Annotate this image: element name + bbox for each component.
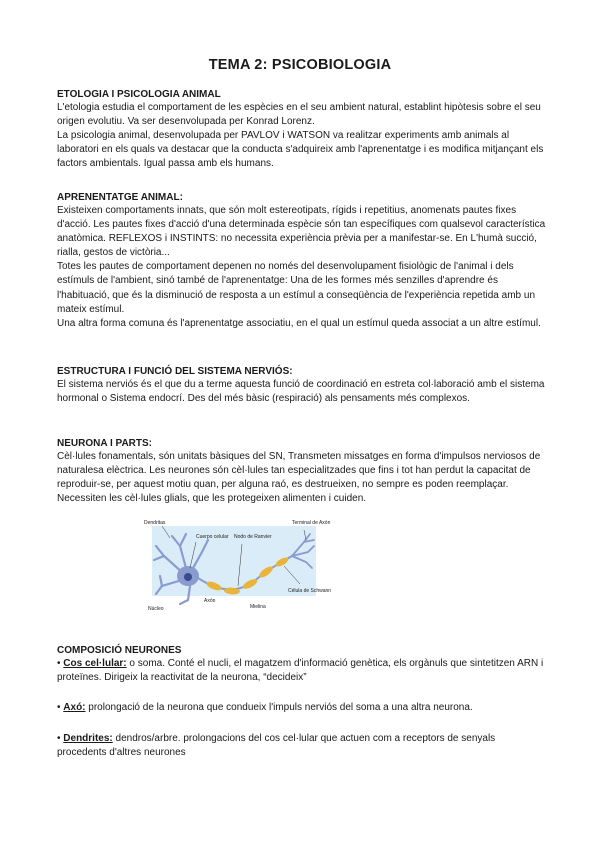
section-heading: NEURONA I PARTS: xyxy=(57,438,152,449)
bullet-marker: • xyxy=(57,658,64,669)
section-heading: COMPOSICIÓ NEURONES xyxy=(57,645,182,656)
bullet-marker: • xyxy=(57,733,64,744)
section-heading: ETOLOGIA I PSICOLOGIA ANIMAL xyxy=(57,89,221,100)
bullet-marker: • xyxy=(57,702,64,713)
section-aprenentatge xyxy=(57,191,547,331)
nucleus-shape xyxy=(184,573,192,581)
section-etologia xyxy=(57,88,547,171)
label-axon: Axón xyxy=(204,598,216,604)
paragraph: Cèl·lules fonamentals, són unitats bàsiques del SN, Transmeten missatges en forma d'impulsos nerviosos de naturalesa elèctrica. Les neurones són cèl·lules tan especialitzades que fins i tot han perdut la capacitat de reproduir-se, per aquest motiu quan, per alguna raó, es destrueixen, no sempre es poden reemplaçar. Necessiten les cèl·lules glials, que les protegeixen alimenten i cuiden. xyxy=(57,451,541,505)
bullet-label: Axó: xyxy=(63,702,86,713)
page-title: TEMA 2: PSICOBIOLOGIA xyxy=(208,57,392,73)
section-heading: ESTRUCTURA I FUNCIÓ DEL SISTEMA NERVIÓS: xyxy=(57,366,293,377)
section-composicio xyxy=(57,644,547,657)
paragraph: El sistema nerviós és el que du a terme aquesta funció de coordinació en estreta col·laboració amb el sistema hormonal o Sistema endocrí. Des del més bàsic (respiració) als pensaments més complexos. xyxy=(57,379,545,405)
paragraph: Totes les pautes de comportament depenen no només del desenvolupament fisiològic de l'animal i dels estímuls de l'ambient, sinó també de l'aprenentatge: Una de les formes més senzilles d'aprendre és l'habituació, que és la disminució de resposta a un estímul a conseqüència de l'experiència repetida amb un mateix estímul. xyxy=(57,261,536,315)
paragraph: Existeixen comportaments innats, que són molt estereotipats, rígids i repetitius, anomenats pautes fixes d'acció. Les pautes fixes d'acció d'una determinada espècie són tan específiques com qualsevol característica anatòmica. REFLEXOS i INSTINTS: no necessita experiència prèvia per a manifestar-se. En L'humà succió, rialla, gestos de victòria... xyxy=(57,205,546,259)
bullet-item xyxy=(57,657,547,685)
bullet-item xyxy=(57,732,547,760)
neuron-diagram xyxy=(142,516,336,610)
bullet-text: o soma. Conté el nucli, el magatzem d'informació genètica, els orgànuls que sintetitzen ARN i proteïnes. Dirigeix la reactivitat de la neurona, “decideix” xyxy=(57,658,544,684)
label-ranvier: Nodo de Ranvier xyxy=(234,534,272,540)
paragraph: Una altra forma comuna és l'aprenentatge associatiu, en el qual un estímul queda associat a un altre estímul. xyxy=(57,317,541,329)
bullet-text: prolongació de la neurona que condueix l'impuls nerviós del soma a una altra neurona. xyxy=(85,702,473,713)
section-sistema-nervios xyxy=(57,365,547,406)
bullet-label: Cos cel·lular: xyxy=(63,658,127,669)
label-nucleus: Núcleo xyxy=(148,606,164,610)
label-terminal: Terminal de Axón xyxy=(292,520,331,526)
bullet-text: dendros/arbre. prolongacions del cos cel·lular que actuen com a receptors de senyals procedents d'altres neurones xyxy=(57,733,496,759)
label-schwann: Célula de Schwann xyxy=(288,588,332,594)
label-cell-body: Cuerpo celular xyxy=(196,534,229,540)
bullet-label: Dendrites: xyxy=(63,733,113,744)
paragraph: La psicologia animal, desenvolupada per PAVLOV i WATSON va realitzar experiments amb animals al laboratori en els quals va destacar que la conducta s'adquireix amb l'aprenentatge i es modifica mitjançant els factors ambientals. Igual passa amb els humans. xyxy=(57,130,544,170)
label-myelin: Mielina xyxy=(250,604,266,610)
label-dendrites: Dendritas xyxy=(144,520,166,526)
section-heading: APRENENTATGE ANIMAL: xyxy=(57,192,183,203)
section-neurona xyxy=(57,437,547,506)
paragraph: L'etologia estudia el comportament de les espècies en el seu ambient natural, establint hipòtesis sobre el seu origen evolutiu. Va ser desenvolupada per Konrad Lorenz. xyxy=(57,102,541,128)
bullet-item xyxy=(57,701,547,715)
